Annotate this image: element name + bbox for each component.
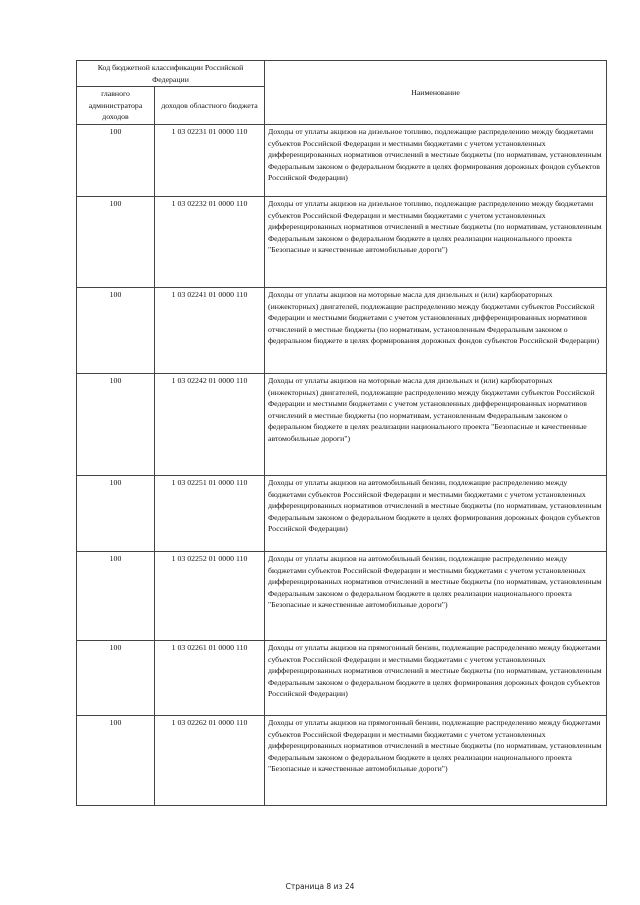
table-row [77,287,607,373]
budget-code-cell: 1 03 02231 01 0000 110 [155,124,265,196]
admin-code-cell: 100 [77,551,155,640]
revenue-name-cell: Доходы от уплаты акцизов на моторные масла для дизельных и (или) карбюраторных (инжекторных) двигателей, подлежащие распределению между бюджетами субъектов Российской Федерации и местными бюджетами с учетом установленных дифференцированных нормативов отчислений в местные бюджеты (по нормативам, установленным Федеральным законом о федеральном бюджете в целях реализации национального проекта "Безопасные и качественные автомобильные дороги") [265,373,607,475]
revenue-name-cell: Доходы от уплаты акцизов на дизельное топливо, подлежащие распределению между бюджетами субъектов Российской Федерации и местными бюджетами с учетом установленных дифференцированных нормативов отчислений в местные бюджеты (по нормативам, установленным Федеральным законом о федеральном бюджете в целях формирования дорожных фондов субъектов Российской Федерации) [265,124,607,196]
revenue-name-cell: Доходы от уплаты акцизов на прямогонный бензин, подлежащие распределению между бюджетами субъектов Российской Федерации и местными бюджетами с учетом установленных дифференцированных нормативов отчислений в местные бюджеты (по нормативам, установленным Федеральным законом о федеральном бюджете в целях формирования дорожных фондов субъектов Российской Федерации) [265,640,607,715]
table-row [77,551,607,640]
admin-code-cell: 100 [77,640,155,715]
table-row [77,373,607,475]
budget-code-cell: 1 03 02242 01 0000 110 [155,373,265,475]
revenue-name-cell: Доходы от уплаты акцизов на прямогонный бензин, подлежащие распределению между бюджетами субъектов Российской Федерации и местными бюджетами с учетом установленных дифференцированных нормативов отчислений в местные бюджеты (по нормативам, установленным Федеральным законом о федеральном бюджете в целях реализации национального проекта "Безопасные и качественные автомобильные дороги") [265,715,607,805]
admin-code-cell: 100 [77,124,155,196]
admin-code-cell: 100 [77,475,155,551]
budget-code-cell: 1 03 02252 01 0000 110 [155,551,265,640]
table-row [77,715,607,805]
revenue-name-cell: Доходы от уплаты акцизов на автомобильный бензин, подлежащие распределению между бюджетами субъектов Российской Федерации и местными бюджетами с учетом установленных дифференцированных нормативов отчислений в местные бюджеты (по нормативам, установленным Федеральным законом о федеральном бюджете в целях формирования дорожных фондов субъектов Российской Федерации) [265,475,607,551]
revenue-classification-table [76,60,607,806]
header-main-administrator: главного администратора доходов [77,87,155,125]
page-number: Страница 8 из 24 [285,882,355,891]
admin-code-cell: 100 [77,715,155,805]
table-row [77,124,607,196]
budget-code-cell: 1 03 02241 01 0000 110 [155,287,265,373]
header-regional-budget-income: доходов областного бюджета [155,87,265,125]
revenue-name-cell: Доходы от уплаты акцизов на дизельное топливо, подлежащие распределению между бюджетами субъектов Российской Федерации и местными бюджетами с учетом установленных дифференцированных нормативов отчислений в местные бюджеты (по нормативам, установленным Федеральным законом о федеральном бюджете в целях реализации национального проекта "Безопасные и качественные автомобильные дороги") [265,196,607,287]
budget-code-cell: 1 03 02262 01 0000 110 [155,715,265,805]
budget-code-cell: 1 03 02251 01 0000 110 [155,475,265,551]
header-name: Наименование [265,61,607,125]
table-row [77,196,607,287]
revenue-name-cell: Доходы от уплаты акцизов на моторные масла для дизельных и (или) карбюраторных (инжекторных) двигателей, подлежащие распределению между бюджетами субъектов Российской Федерации и местными бюджетами с учетом установленных дифференцированных нормативов отчислений в местные бюджеты (по нормативам, установленным Федеральным законом о федеральном бюджете в целях формирования дорожных фондов субъектов Российской Федерации) [265,287,607,373]
admin-code-cell: 100 [77,196,155,287]
table-row [77,475,607,551]
revenue-name-cell: Доходы от уплаты акцизов на автомобильный бензин, подлежащие распределению между бюджетами субъектов Российской Федерации и местными бюджетами с учетом установленных дифференцированных нормативов отчислений в местные бюджеты (по нормативам, установленным Федеральным законом о федеральном бюджете в целях реализации национального проекта "Безопасные и качественные автомобильные дороги") [265,551,607,640]
header-budget-code-group: Код бюджетной классификации Российской Федерации [77,61,265,87]
admin-code-cell: 100 [77,373,155,475]
table-row [77,640,607,715]
budget-code-cell: 1 03 02261 01 0000 110 [155,640,265,715]
revenue-classification-table-container [76,60,606,806]
admin-code-cell: 100 [77,287,155,373]
budget-code-cell: 1 03 02232 01 0000 110 [155,196,265,287]
